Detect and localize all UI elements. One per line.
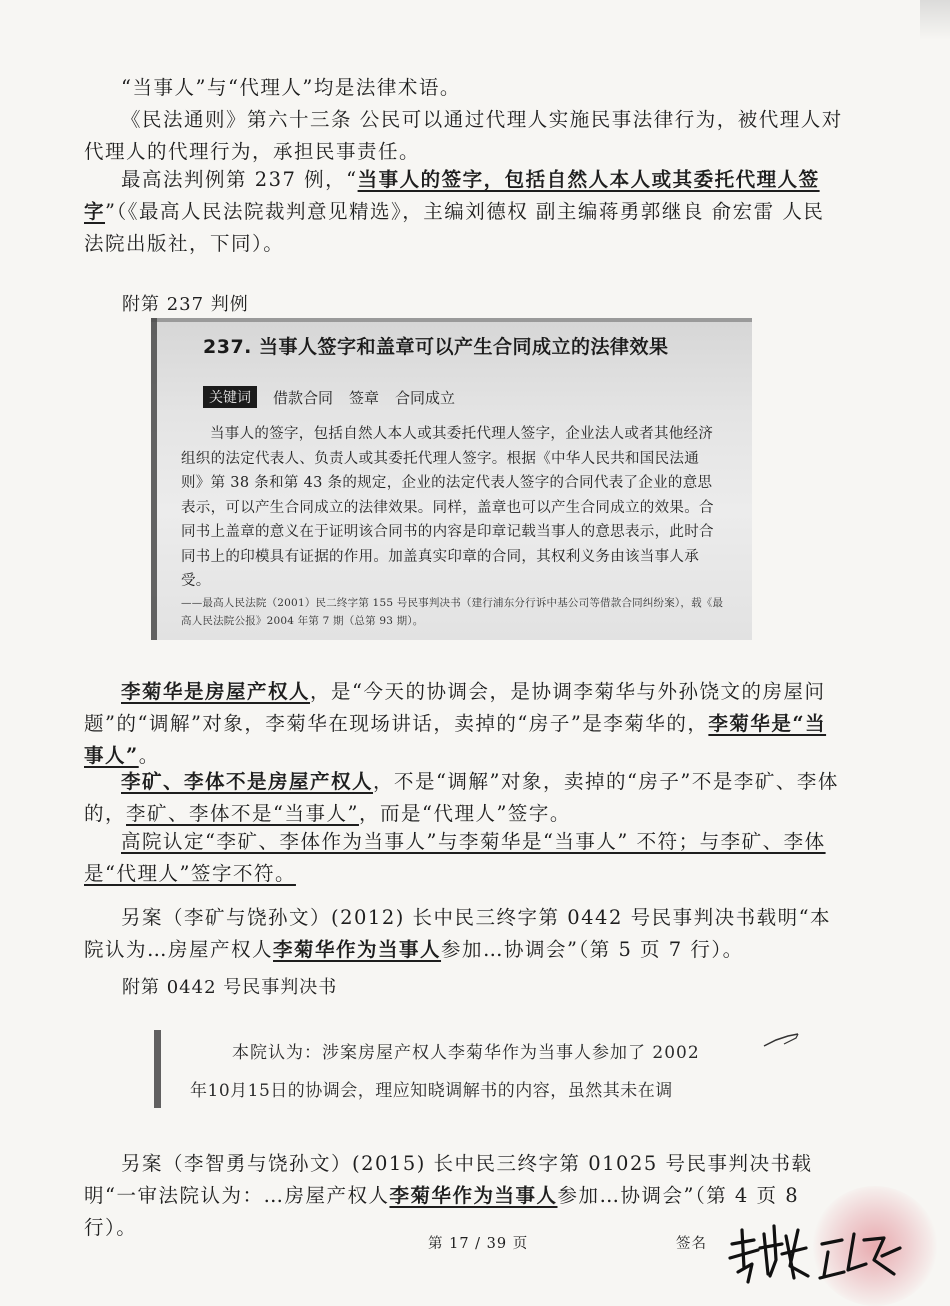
text-span: 最高法判例第 237 例，“	[121, 168, 358, 191]
text-span: ”（《最高人民法院裁判意见精选》，主编刘德权 副主编蒋勇郭继良 俞宏雷 人民法院出版社，下同）。	[84, 200, 825, 255]
text-span: ，不是“调解”对象，卖掉的“房子”不是李矿、李体的，	[84, 770, 839, 825]
paragraph-high-court: 高院认定“李矿、李体作为当事人”与李菊华是“当事人” 不符；与李矿、李体是“代理人”签字不符。	[84, 830, 826, 885]
keyword: 借款合同	[273, 388, 334, 407]
text-span: 。	[138, 744, 160, 767]
underlined-span: 李矿、李体不是“当事人”	[126, 802, 359, 825]
attachment-label-237: 附第 237 判例	[122, 294, 249, 315]
book-excerpt-photo	[151, 318, 752, 640]
emphasis-span: 李矿、李体不是房屋产权人	[121, 770, 374, 793]
signature-label: 签名	[676, 1236, 707, 1252]
judgment-excerpt-scan	[154, 1030, 754, 1110]
paragraph-owner	[84, 676, 844, 772]
photo-left-edge	[151, 318, 157, 640]
text-span: 参加…协调会”（第 5 页 7 行）。	[441, 938, 744, 961]
paragraph-civil-law: 《民法通则》第六十三条 公民可以通过代理人实施民事法律行为，被代理人对代理人的代理行为，承担民事责任。	[84, 108, 843, 163]
keyword: 合同成立	[395, 388, 456, 407]
scan-shadow	[920, 0, 950, 40]
text-span: ，而是“代理人”签字。	[358, 802, 571, 825]
paragraph-case-0442	[84, 902, 844, 966]
text-span: 另案（李智勇与饶孙文）(2015) 长中民三终字第 01025 号民事判决书载明“一审法院认为：…房屋产权人	[84, 1152, 813, 1207]
excerpt-title: 237. 当事人签字和盖章可以产生合同成立的法律效果	[203, 336, 669, 358]
excerpt-body-text: 当事人的签字，包括自然人本人或其委托代理人签字，企业法人或者其他经济组织的法定代表人、负责人或其委托代理人签字。根据《中华人民共和国民法通则》第 38 条和第 43 条的规定，企业的法定代表人签字的合同代表了企业的意思表示，可以产生合同成立的法律效果。同样，盖章也可以产生合同成立的效果。合同书上盖章的意义在于证明该合同书的内容是印章记载当事人的意思表示，此时合同书上的印模具有证据的作用。加盖真实印章的合同，其权利义务由该当事人承受。	[181, 426, 714, 589]
text-span: 参加…协调会”（第 4 页 8 行）。	[84, 1184, 800, 1239]
emphasis-span: 李菊华是房屋产权人	[121, 680, 311, 703]
emphasis-span: 李菊华作为当事人	[389, 1184, 558, 1207]
scan-edge	[154, 1030, 161, 1108]
keyword-tag: 关键词	[203, 386, 257, 408]
judgment-line-1: 本院认为：涉案房屋产权人李菊华作为当事人参加了 2002	[232, 1043, 700, 1063]
attachment-label-0442: 附第 0442 号民事判决书	[122, 977, 338, 998]
paragraph-terms: “当事人”与“代理人”均是法律术语。	[121, 76, 461, 99]
text-span: ，是“今天的协调会，是协调李菊华与外孙饶文的房屋问题”的“调解”对象，李菊华在现场讲话，卖掉的“房子”是李菊华的，	[84, 680, 826, 735]
judgment-line-2: 年10月15日的协调会，理应知晓调解书的内容，虽然其未在调	[190, 1081, 673, 1101]
excerpt-source: ——最高人民法院（2001）民二终字第 155 号民事判决书（建行浦东分行诉中基公司等借款合同纠纷案），载《最高人民法院公报》2004 年第 7 期（总第 93 期）。	[181, 597, 724, 627]
emphasis-span: 李菊华是“当事人”	[84, 712, 827, 767]
excerpt-body	[181, 422, 721, 594]
keyword: 签章	[349, 388, 380, 407]
page-number: 第 17 / 39 页	[428, 1236, 529, 1252]
emphasis-span: 当事人的签字，包括自然人本人或其委托代理人签字	[84, 168, 820, 223]
paragraph-not-owner	[84, 766, 844, 830]
paragraph-case-237	[84, 164, 844, 260]
handwritten-signature	[724, 1200, 914, 1290]
excerpt-keywords	[203, 386, 455, 408]
photo-top-edge	[151, 318, 752, 322]
text-span: 另案（李矿与饶孙文）(2012) 长中民三终字第 0442 号民事判决书载明“本院认为…房屋产权人	[84, 906, 832, 961]
emphasis-span: 李菊华作为当事人	[273, 938, 442, 961]
handwritten-mark	[762, 1030, 802, 1054]
